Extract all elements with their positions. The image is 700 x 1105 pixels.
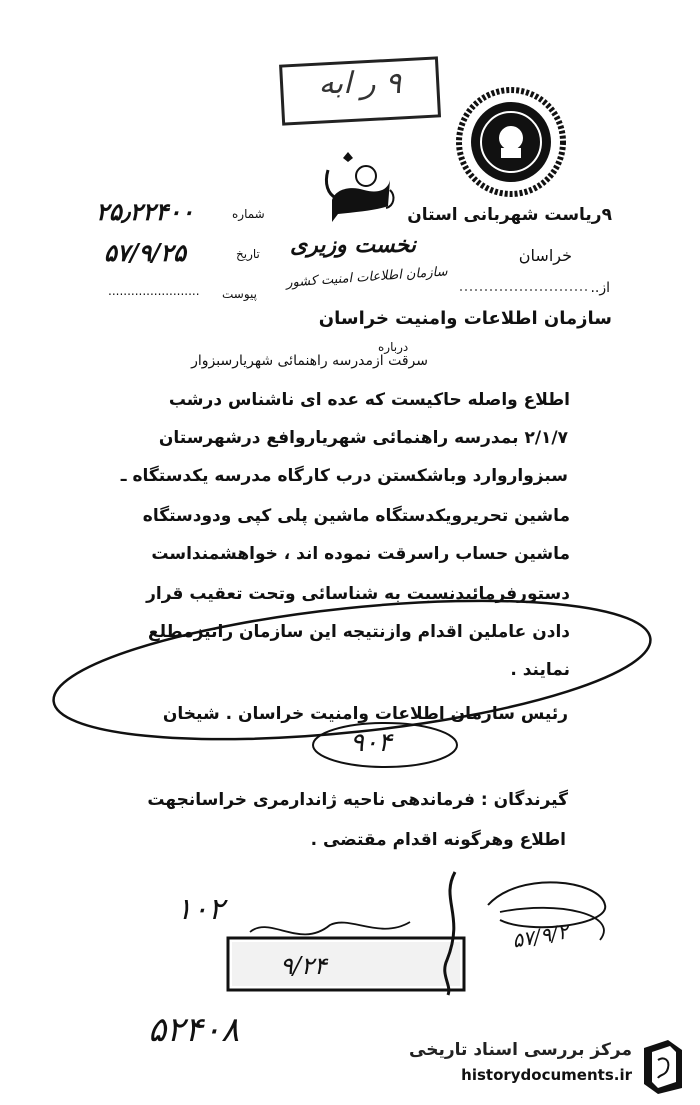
body-line: دستورفرمائیدنسبت به شناسائی وتحت تعقیب قرار	[146, 584, 570, 604]
pm-stamp-line1: نخست وزیری	[290, 232, 416, 258]
subject: سرقت ازمدرسه راهنمائی شهریارسبزوار	[191, 353, 428, 369]
body-line: نمایند .	[510, 660, 570, 680]
signature-line: رئیس سازمان اطلاعات وامنیت خراسان . شیخان	[162, 704, 568, 724]
handwritten-number: ۱۰۲	[176, 892, 225, 927]
archive-logo-icon	[638, 1038, 688, 1094]
number-value: ۲۵٫۲۲۴۰۰	[96, 197, 195, 226]
watermark	[410, 1036, 690, 1096]
handwritten-box-text: ۹/۲۴	[280, 952, 327, 980]
lion-and-sun-emblem-icon	[318, 150, 398, 228]
body-line: ۲/۱/۷ بمدرسه راهنمائی شهریاروافع درشهرستان	[158, 428, 568, 448]
from-label: از..	[590, 280, 610, 296]
province-label: خراسان	[518, 246, 572, 265]
body-line: دادن عاملین اقدام وازنتیجه این سازمان رانیزمطلع	[147, 622, 570, 642]
office-line: ۹ریاست شهربانی استان	[407, 205, 612, 225]
date-value: ۵۷/۹/۲۵	[104, 238, 186, 267]
recipients-line: اطلاع وهرگونه اقدام مقتضی .	[310, 830, 566, 850]
round-seal-icon	[455, 86, 567, 198]
body-line: اطلاع واصله حاکیست که عده ای ناشناس درشب	[168, 390, 570, 410]
recipient: سازمان اطلاعات وامنیت خراسان	[318, 308, 612, 329]
handwritten-date: ۵۷/۹/۲	[510, 919, 571, 953]
body-line: ماشین تحریرویکدستگاه ماشین پلی کپی ودودستگاه	[142, 506, 570, 526]
attachment-dots: ........................	[108, 284, 200, 298]
watermark-url: historydocuments.ir	[461, 1066, 632, 1084]
top-stamp-text: ۹ ر ابه	[318, 66, 402, 101]
circled-number: ۹۰۴	[350, 728, 392, 758]
handwritten-bottom-number: ۵۲۴۰۸	[148, 1010, 240, 1050]
subject-label: درباره	[378, 340, 409, 354]
number-label: شماره	[232, 207, 265, 221]
pm-stamp-line2: سازمان اطلاعات امنیت کشور	[285, 264, 448, 291]
body-line: سبزواروارد وباشکستن درب کارگاه مدرسه یکدستگاه ـ	[120, 466, 568, 486]
recipients-line: گیرندگان : فرماندهی ناحیه ژاندارمری خراسانجهت	[147, 790, 568, 810]
attachment-label: پیوست	[222, 287, 257, 301]
date-label: تاریخ	[236, 247, 260, 261]
body-line: ماشین حساب راسرقت نموده اند ، خواهشمنداست	[151, 544, 570, 564]
watermark-title: مرکز بررسی اسناد تاریخی	[409, 1040, 632, 1060]
